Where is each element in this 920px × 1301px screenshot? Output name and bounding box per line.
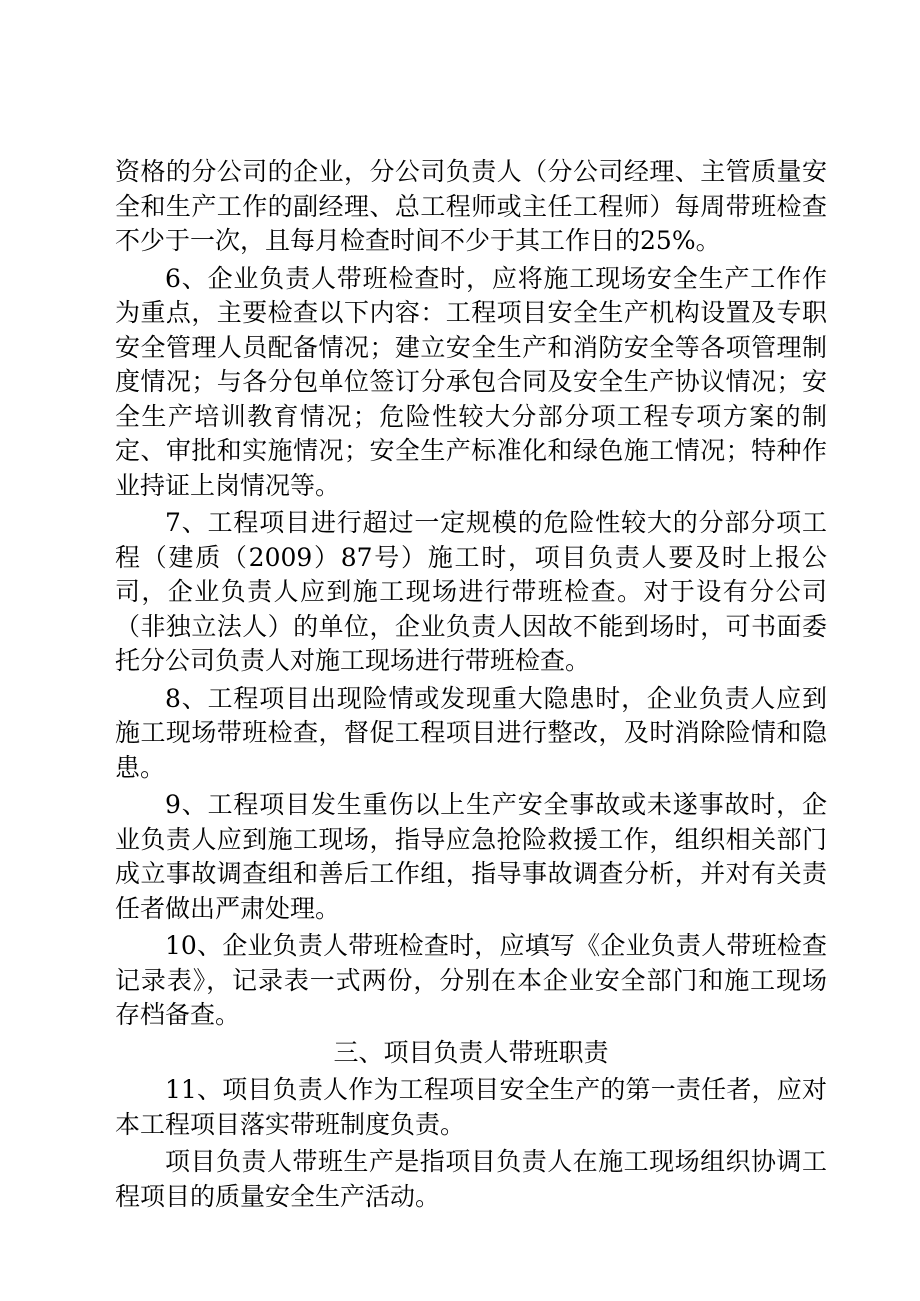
paragraph-continuation: 资格的分公司的企业，分公司负责人（分公司经理、主管质量安全和生产工作的副经理、总工程师或主任工程师）每周带班检查不少于一次，且每月检查时间不少于其工作日的25%。 <box>115 157 827 255</box>
paragraph-item-7: 7、工程项目进行超过一定规模的危险性较大的分部分项工程（建质（2009）87号）施工时，项目负责人要及时上报公司，企业负责人应到施工现场进行带班检查。对于设有分公司（非独立法人）的单位，企业负责人因故不能到场时，可书面委托分公司负责人对施工现场进行带班检查。 <box>115 508 827 675</box>
paragraph-item-6: 6、企业负责人带班检查时，应将施工现场安全生产工作作为重点，主要检查以下内容：工程项目安全生产机构设置及专职安全管理人员配备情况；建立安全生产和消防安全等各项管理制度情况；与各分包单位签订分承包合同及安全生产协议情况；安全生产培训教育情况；危险性较大分部分项工程专项方案的制定、审批和实施情况；安全生产标准化和绿色施工情况；特种作业持证上岗情况等。 <box>115 263 827 500</box>
paragraph-definition: 项目负责人带班生产是指项目负责人在施工现场组织协调工程项目的质量安全生产活动。 <box>115 1147 827 1211</box>
document-body <box>115 155 827 1217</box>
paragraph-item-9: 9、工程项目发生重伤以上生产安全事故或未遂事故时，企业负责人应到施工现场，指导应急抢险救援工作，组织相关部门成立事故调查组和善后工作组，指导事故调查分析，并对有关责任者做出严肃处理。 <box>115 790 827 923</box>
section-heading: 三、项目负责人带班职责 <box>333 1037 609 1067</box>
paragraph-item-10: 10、企业负责人带班检查时，应填写《企业负责人带班检查记录表》，记录表一式两份，分别在本企业安全部门和施工现场存档备查。 <box>115 931 827 1029</box>
paragraph-item-8: 8、工程项目出现险情或发现重大隐患时，企业负责人应到施工现场带班检查，督促工程项目进行整改，及时消除险情和隐患。 <box>115 683 827 782</box>
paragraph-item-11: 11、项目负责人作为工程项目安全生产的第一责任者，应对本工程项目落实带班制度负责。 <box>115 1075 827 1139</box>
